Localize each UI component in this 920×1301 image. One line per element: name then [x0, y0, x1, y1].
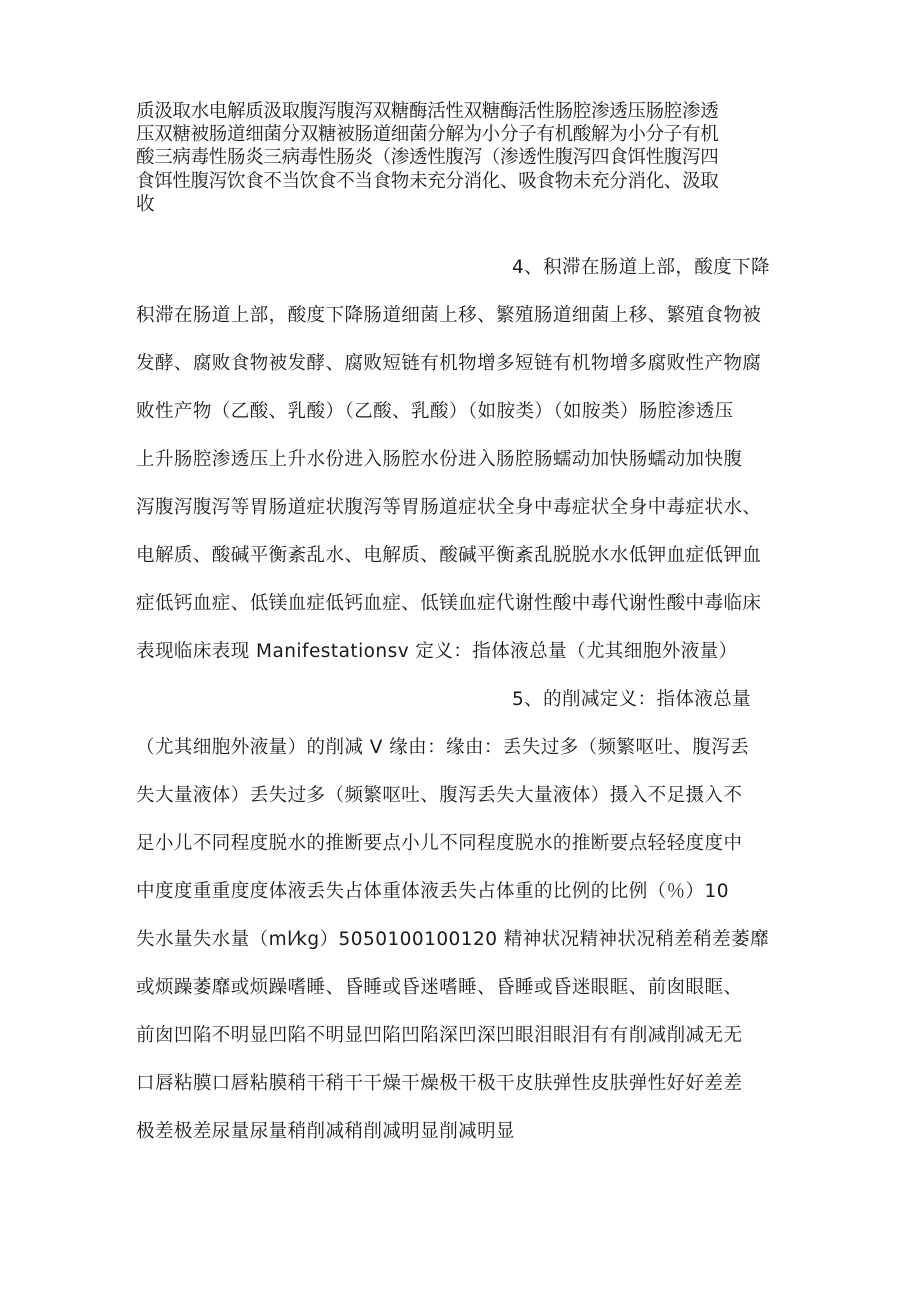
text-line: 前囱凹陷不明显凹陷不明显凹陷凹陷深凹深凹眼泪眼泪有有削减削减无无 — [136, 1025, 743, 1046]
text-line: 失大量液体）丢失过多（频繁呕吐、腹泻丢失大量液体）摄入不足摄入不 — [136, 785, 743, 806]
section-heading-5: 5、的削减定义：指体液总量 — [512, 689, 751, 710]
text-line: 症低钙血症、低镁血症低钙血症、低镁血症代谢性酸中毒代谢性酸中毒临床 — [136, 593, 762, 614]
text-line: 失水量失水量（ml⁄kg）5050100100120 精神状况精神状况稍差稍差萎靡 — [136, 929, 770, 950]
text-line: 败性产物（乙酸、乳酸）（乙酸、乳酸）（如胺类）（如胺类）肠腔渗透压 — [136, 401, 734, 422]
text-line: 食饵性腹泻饮食不当饮食不当食物未充分消化、吸食物未充分消化、汲取 — [136, 170, 719, 192]
text-line: 泻腹泻腹泻等胃肠道症状腹泻等胃肠道症状全身中毒症状全身中毒症状水、 — [136, 497, 762, 518]
text-line: 酸三病毒性肠炎三病毒性肠炎（渗透性腹泻（渗透性腹泻四食饵性腹泻四 — [136, 147, 719, 169]
text-line: 足小儿不同程度脱水的推断要点小儿不同程度脱水的推断要点轻轻度度中 — [136, 833, 743, 854]
text-line: 或烦躁萎靡或烦躁嗜睡、昏睡或昏迷嗜睡、昏睡或昏迷眼眶、前囱眼眶、 — [136, 977, 743, 998]
text-line: （尤其细胞外液量）的削减 V 缘由：缘由：丢失过多（频繁呕吐、腹泻丢 — [136, 737, 750, 758]
text-line: 表现临床表现 Manifestationsv 定义：指体液总量（尤其细胞外液量） — [136, 641, 738, 662]
text-line: 质汲取水电解质汲取腹泻腹泻双糖酶活性双糖酶活性肠腔渗透压肠腔渗透 — [136, 101, 719, 122]
paragraph-dense — [136, 100, 786, 216]
text-line: 中度度重重度度体液丢失占体重体液丢失占体重的比例的比例（％）10 — [136, 881, 729, 902]
text-line: 电解质、酸碱平衡紊乱水、电解质、酸碱平衡紊乱脱脱水水低钾血症低钾血 — [136, 545, 762, 566]
section-heading-4: 4、积滞在肠道上部，酸度下降 — [512, 257, 770, 278]
text-line: 发酵、腐败食物被发酵、腐败短链有机物增多短链有机物增多腐败性产物腐 — [136, 353, 762, 374]
text-line: 口唇粘膜口唇粘膜稍干稍干干燥干燥极干极干皮肤弹性皮肤弹性好好差差 — [136, 1073, 743, 1094]
text-line: 积滞在肠道上部，酸度下降肠道细菌上移、繁殖肠道细菌上移、繁殖食物被 — [136, 305, 762, 326]
text-line: 上升肠腔渗透压上升水份进入肠腔水份进入肠腔肠蠕动加快肠蠕动加快腹 — [136, 449, 743, 470]
text-line: 极差极差尿量尿量稍削减稍削减明显削减明显 — [136, 1121, 516, 1142]
text-line: 收 — [136, 193, 155, 215]
text-line: 压双糖被肠道细菌分双糖被肠道细菌分解为小分子有机酸解为小分子有机 — [136, 124, 719, 146]
